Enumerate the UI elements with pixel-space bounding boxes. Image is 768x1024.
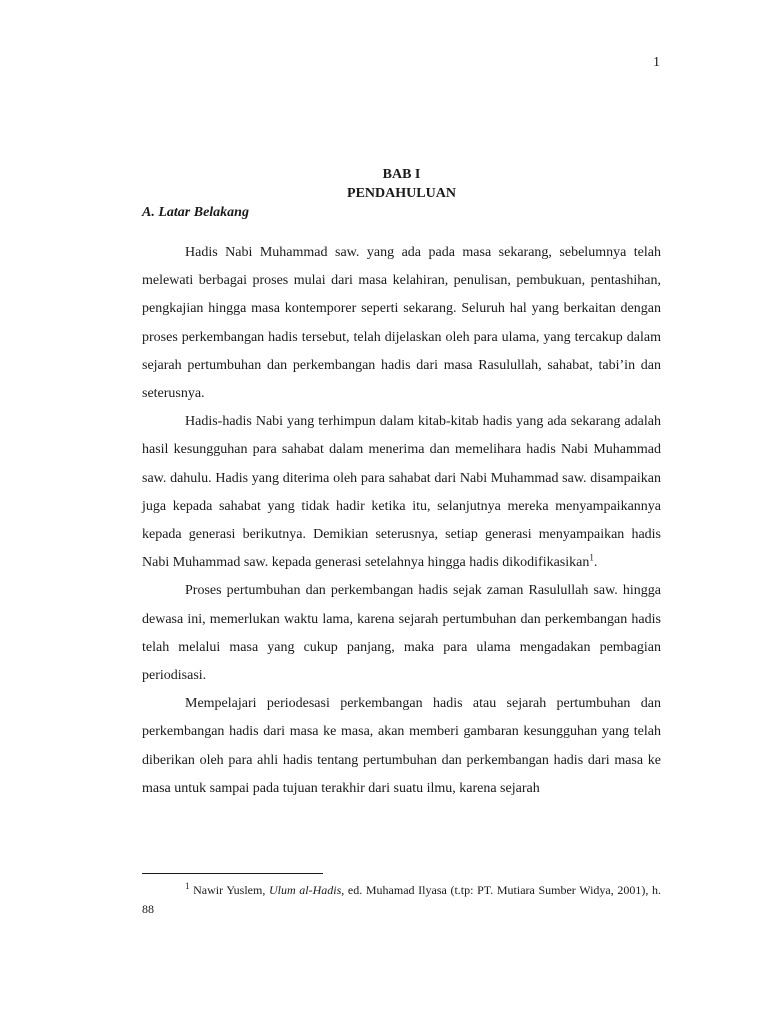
section-heading: A. Latar Belakang — [142, 205, 249, 220]
paragraph-2-end: . — [593, 555, 598, 571]
paragraph-3: Proses pertumbuhan dan perkembangan hadis sejak zaman Rasulullah saw. hingga dewasa ini, memerlukan waktu lama, karena sejarah pertumbuhan dan perkembangan hadis telah melalui masa yang cukup panjang, maka para ulama mengadakan pembagian periodisasi. — [142, 583, 661, 684]
paragraph-4: Mempelajari periodesasi perkembangan hadis atau sejarah pertumbuhan dan perkembangan hadis dari masa ke masa, akan memberi gambaran kesungguhan yang telah diberikan oleh para ahli hadis tentang pertumbuhan dan perkembangan hadis dari masa ke masa untuk sampai pada tujuan terakhir dari suatu ilmu, karena sejarah — [142, 696, 661, 796]
chapter-title: PENDAHULUAN — [347, 186, 456, 201]
footnote-separator — [142, 873, 323, 874]
body-text — [142, 239, 661, 803]
footnote-details: , ed. Muhamad Ilyasa (t.tp: PT. Mutiara Sumber Widya, 2001), h. 88 — [142, 883, 662, 916]
footnote — [142, 881, 661, 919]
chapter-label: BAB I — [382, 167, 421, 182]
footnote-title: Ulum al-Hadis — [268, 883, 342, 897]
page-number: 1 — [653, 55, 660, 70]
paragraph-1: Hadis Nabi Muhammad saw. yang ada pada masa sekarang, sebelumnya telah melewati berbagai proses mulai dari masa kelahiran, penulisan, pembukuan, pentashihan, pengkajian hingga masa kontemporer seperti sekarang. Seluruh hal yang berkaitan dengan proses perkembangan hadis tersebut, telah dijelaskan oleh para ulama, yang tercakup dalam sejarah pertumbuhan dan perkembangan hadis dari masa Rasulullah, sahabat, tabi’in dan seterusnya. — [142, 245, 661, 402]
footnote-author: Nawir Yuslem, — [193, 883, 266, 897]
paragraph-2-text: Hadis-hadis Nabi yang terhimpun dalam kitab-kitab hadis yang ada sekarang adalah hasil kesungguhan para sahabat dalam menerima dan memelihara hadis Nabi Muhammad saw. dahulu. Hadis yang diterima oleh para sahabat dari Nabi Muhammad saw. disampaikan juga kepada sahabat yang tidak hadir ketika itu, selanjutnya mereka menyampaikannya kepada generasi berikutnya. Demikian seterusnya, setiap generasi menyampaikan hadis Nabi Muhammad saw. kepada generasi setelahnya hingga hadis dikodifikasikan — [142, 414, 661, 571]
footnote-number: 1 — [185, 881, 190, 891]
paragraph-2 — [142, 408, 661, 577]
footnote-reference[interactable]: 1 — [589, 552, 594, 563]
chapter-heading — [142, 165, 661, 203]
